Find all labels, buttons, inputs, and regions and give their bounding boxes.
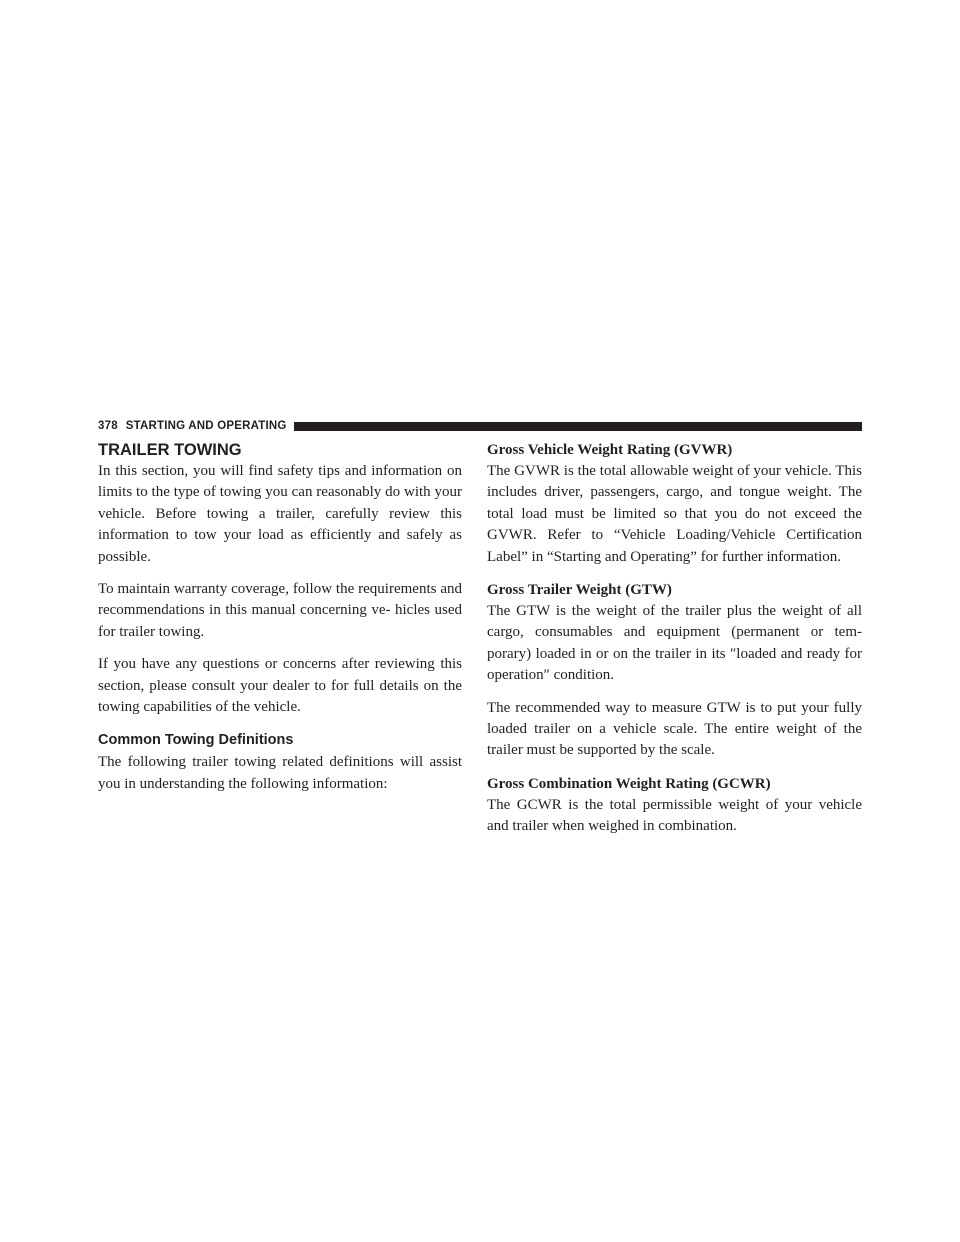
header-rule xyxy=(294,422,862,431)
trailer-towing-heading: TRAILER TOWING xyxy=(98,441,242,459)
gvwr-heading: Gross Vehicle Weight Rating (GVWR) xyxy=(487,442,733,458)
gtw-measure-paragraph: The recommended way to measure GTW is to put your fully loaded trailer on a vehicle scale. The entire weight of the trailer must be supported by the scale. xyxy=(487,699,862,759)
page-number: 378 xyxy=(98,420,118,432)
section-name: STARTING AND OPERATING xyxy=(125,420,287,432)
definitions-intro-paragraph: The following trailer towing related definitions will assist you in understanding the following information: xyxy=(98,754,462,792)
gcwr-paragraph: The GCWR is the total permissible weight of your vehicle and trailer when weighed in combination. xyxy=(487,796,862,835)
intro-paragraph: In this section, you will find safety tips and information on limits to the type of towing you can reasonably do with your vehicle. Before towing a trailer, carefully review this information to tow your load as efficiently and safely as possible. xyxy=(98,463,462,565)
warranty-paragraph: To maintain warranty coverage, follow the requirements and recommendations in this manual concerning ve- hicles used for trailer towing. xyxy=(98,581,462,640)
gvwr-paragraph: The GVWR is the total allowable weight of your vehicle. This includes driver, passengers, cargo, and tongue weight. The total load must be limited so that you do not exceed the GVWR. Refer to “Vehicle Loading/Vehicle Certification Label” in “Starting and Operating” for further information. xyxy=(487,463,862,565)
page-header xyxy=(98,419,862,433)
right-column xyxy=(487,440,862,838)
gtw-paragraph: The GTW is the weight of the trailer plus the weight of all cargo, consumables and equipment (permanent or tem- porary) loaded in or on the trailer in its ″loaded and ready for operation″ condition. xyxy=(487,603,862,684)
gcwr-heading: Gross Combination Weight Rating (GCWR) xyxy=(487,775,771,792)
questions-paragraph: If you have any questions or concerns after reviewing this section, please consult your dealer to for full details on the towing capabilities of the vehicle. xyxy=(98,656,462,716)
left-column xyxy=(98,440,462,795)
common-towing-definitions-heading: Common Towing Definitions xyxy=(98,732,294,749)
gtw-heading: Gross Trailer Weight (GTW) xyxy=(487,582,672,599)
